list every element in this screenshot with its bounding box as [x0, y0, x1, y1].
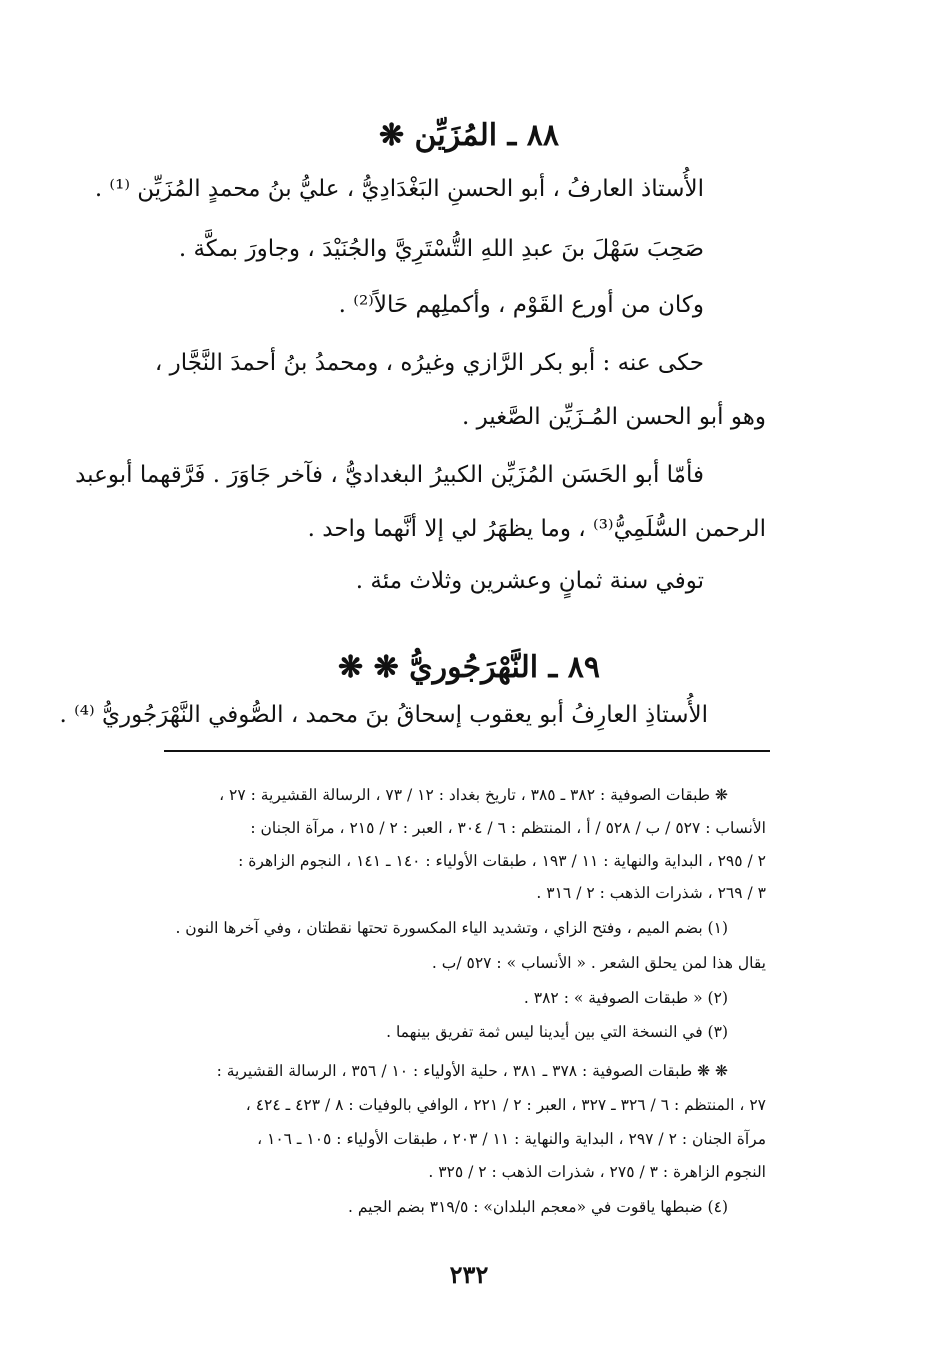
footnote-line-7: (٢) « طبقات الصوفية » : ٣٨٢ . — [523, 989, 728, 1007]
entry-88-line-4: حكى عنه : أبو بكر الرَّازي وغيرُه ، ومحمدُ بنُ أحمدَ النَّجَّار ، — [154, 350, 704, 376]
footnote-line-3: ٢ / ٢٩٥ ، البداية والنهاية : ١١ / ١٩٣ ، طبقات الأولياء : ١٤٠ ـ ١٤١ ، النجوم الزاهرة : — [238, 852, 766, 870]
footnote-line-9: ❋ ❋ طبقات الصوفية : ٣٧٨ ـ ٣٨١ ، حلية الأولياء : ١٠ / ٣٥٦ ، الرسالة القشيرية : — [216, 1062, 728, 1080]
page-number: ٢٣٢ — [449, 1260, 489, 1289]
footnote-line-1: ❋ طبقات الصوفية : ٣٨٢ ـ ٣٨٥ ، تاريخ بغداد : ١٢ / ٧٣ ، الرسالة القشيرية : ٢٧ ، — [219, 786, 728, 804]
entry-88-line-1: الأُستاذ العارفُ ، أبو الحسنِ البَغْدَادِيُّ ، عليُّ بنُ محمدٍ المُزَيِّن ⁽¹⁾ . — [94, 176, 704, 202]
footnote-line-4: ٣ / ٢٦٩ ، شذرات الذهب : ٢ / ٣١٦ . — [536, 884, 766, 902]
entry-88-title: ٨٨ ـ المُزَيِّن ❋ — [378, 118, 560, 153]
footnote-divider — [164, 750, 770, 752]
footnote-line-12: النجوم الزاهرة : ٣ / ٢٧٥ ، شذرات الذهب : ٢ / ٣٢٥ . — [428, 1163, 766, 1181]
footnote-line-2: الأنساب : ٥٢٧ / ب / ٥٢٨ / أ ، المنتظم : ٦ / ٣٠٤ ، العبر : ٢ / ٢١٥ ، مرآة الجنان : — [250, 819, 766, 837]
footnote-line-8: (٣) في النسخة التي بين أيدينا ليس ثمة تفريق بينهما . — [386, 1023, 728, 1041]
entry-88-line-5: وهو أبو الحسن المُـزَيِّن الصَّغير . — [461, 404, 766, 430]
entry-89-line-1: الأُستاذِ العارِفُ أبو يعقوب إسحاقُ بنَ محمد ، الصُّوفي النَّهْرَجُوريُّ ⁽⁴⁾ . — [59, 702, 708, 728]
entry-88-line-2: صَحِبَ سَهْلَ بنَ عبدِ اللهِ التُّسْتَرِيَّ والجُنَيْدَ ، وجاورَ بمكَّة . — [178, 236, 704, 262]
entry-88-line-8: توفي سنة ثمانٍ وعشرين وثلاث مئة . — [355, 568, 704, 594]
footnote-line-6: يقال هذا لمن يحلق الشعر . « الأنساب » : ٥٢٧ /ب . — [431, 954, 766, 972]
entry-88-line-6: فأمّا أبو الحَسَن المُزَيِّن الكبيرُ البغداديُّ ، فآخر جَاوَرَ . فَرَّقهما أبوعبد — [75, 462, 704, 488]
entry-89-title: ٨٩ ـ النَّهْرَجُوريُّ ❋ ❋ — [338, 650, 600, 685]
entry-88-line-7: الرحمن السُّلَمِيُّ⁽³⁾ ، وما يظهَرُ لي إلا أنَّهما واحد . — [307, 516, 766, 542]
footnote-line-5: (١) بضم الميم ، وفتح الزاي ، وتشديد الياء المكسورة تحتها نقطتان ، وفي آخرها النون . — [175, 919, 728, 937]
entry-88-line-3: وكان من أورع القَوْم ، وأكملِهم حَالاً⁽²⁾ . — [338, 292, 704, 318]
footnote-line-13: (٤) ضبطها ياقوت في «معجم البلدان» : ٣١٩/٥ بضم الجيم . — [347, 1198, 728, 1216]
footnote-line-10: ٢٧ ، المنتظم : ٦ / ٣٢٦ ـ ٣٢٧ ، العبر : ٢ / ٢٢١ ، الوافي بالوفيات : ٨ / ٤٢٣ ـ ٤٢٤ ، — [245, 1096, 766, 1114]
footnote-line-11: مرآة الجنان : ٢ / ٢٩٧ ، البداية والنهاية : ١١ / ٢٠٣ ، طبقات الأولياء : ١٠٥ ـ ١٠٦ ، — [257, 1130, 766, 1148]
